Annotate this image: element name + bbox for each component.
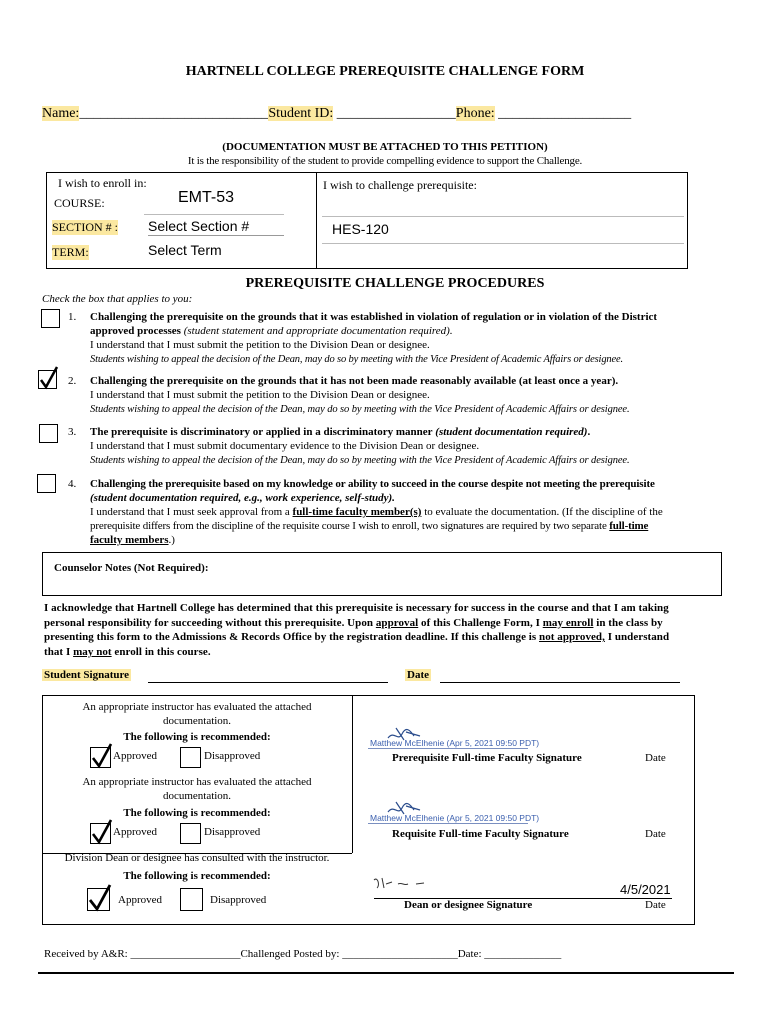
item-3-title xyxy=(90,426,590,438)
course-value[interactable]: EMT-53 xyxy=(178,189,235,206)
name-label: Name: xyxy=(42,106,80,121)
block1-text2: documentation. xyxy=(162,715,232,727)
block3-recommend: The following is recommended: xyxy=(123,870,271,882)
item-3-number: 3. xyxy=(68,426,77,438)
item-4-line3 xyxy=(90,506,663,518)
block2-disapproved-label: Disapproved xyxy=(204,826,261,838)
dean-signature-scribble xyxy=(372,874,432,894)
ack-p2e: in the class by xyxy=(593,616,663,629)
item-3-bold-end: . xyxy=(587,426,591,438)
item-4-bold-italic: (student documentation required, e.g., work experience, self-study). xyxy=(90,492,395,504)
ack-may-not: may not xyxy=(73,645,112,658)
item-4-number: 4. xyxy=(68,478,77,490)
checkmark-icon xyxy=(87,883,115,913)
item-4-title: Challenging the prerequisite based on my knowledge or ability to succeed in the course despite not meeting the prerequisite xyxy=(90,478,655,490)
challenge-line-top xyxy=(322,216,684,217)
ack-line-2 xyxy=(44,616,734,631)
footer-date-field[interactable]: ______________ xyxy=(484,948,562,960)
term-select[interactable]: Select Term xyxy=(148,242,222,258)
block3-disapproved-checkbox[interactable] xyxy=(180,888,203,911)
section-select[interactable]: Select Section # xyxy=(148,218,284,236)
block1-disapproved-label: Disapproved xyxy=(204,750,261,762)
challenge-heading: I wish to challenge prerequisite: xyxy=(323,178,477,192)
item-4-faculty-members: faculty members xyxy=(90,534,169,546)
ack-not-approved: not approved, xyxy=(539,631,605,643)
item-4-checkbox[interactable] xyxy=(37,474,56,493)
item-1-italic2: (student statement and appropriate documentation required). xyxy=(180,325,453,337)
block1-text xyxy=(42,700,352,728)
block2-text xyxy=(42,775,352,803)
footer-rule xyxy=(38,972,734,974)
block2-disapproved-checkbox[interactable] xyxy=(180,823,201,844)
item-2-checkbox[interactable] xyxy=(38,370,57,389)
block2-recommend: The following is recommended: xyxy=(123,807,271,819)
item-2-line3: Students wishing to appeal the decision of the Dean, may do so by meeting with the Vice President of Academic Affairs or designee. xyxy=(90,404,630,415)
student-id-label: Student ID: xyxy=(268,106,334,121)
ack-p3c: I understand xyxy=(604,631,670,643)
course-underline xyxy=(144,214,284,215)
block1-disapproved-checkbox[interactable] xyxy=(180,747,201,768)
footer-date-label: Date: xyxy=(457,948,482,960)
item-4-line3a: I understand that I must seek approval from a xyxy=(90,506,293,518)
term-label: TERM: xyxy=(52,245,89,259)
item-2-bold: Challenging the prerequisite on the grounds that it has not been made reasonably available (at least once a year) xyxy=(90,375,616,387)
challenge-line-bottom xyxy=(322,243,684,244)
form-title: HARTNELL COLLEGE PREREQUISITE CHALLENGE FORM xyxy=(185,64,585,79)
block1-signature-label: Prerequisite Full-time Faculty Signature xyxy=(392,752,582,764)
block1-approved-label: Approved xyxy=(113,750,157,762)
approvals-divider xyxy=(352,695,353,853)
item-4-line5 xyxy=(90,534,175,546)
student-id-field[interactable]: _________________ xyxy=(336,106,456,121)
header-fields xyxy=(42,106,631,122)
block2-approved-checkbox[interactable] xyxy=(90,823,111,844)
block3-disapproved-label: Disapproved xyxy=(210,894,267,906)
block1-text1: An appropriate instructor has evaluated the attached xyxy=(82,701,312,713)
block3-text: Division Dean or designee has consulted with the instructor. xyxy=(64,852,330,864)
course-label: COURSE: xyxy=(54,196,105,210)
item-3-line3: Students wishing to appeal the decision of the Dean, may do so by meeting with the Vice President of Academic Affairs or designee. xyxy=(90,455,630,466)
phone-label: Phone: xyxy=(455,106,495,121)
item-1-line3: I understand that I must submit the petition to the Division Dean or designee. xyxy=(90,339,430,351)
student-signature-label: Student Signature xyxy=(44,669,130,681)
ack-p2a: personal responsibility for succeeding without this prerequisite. Upon xyxy=(44,616,376,629)
ack-line-1: I acknowledge that Hartnell College has determined that this prerequisite is necessary for success in the course and that I am taking xyxy=(44,602,669,614)
posted-field[interactable]: _____________________ xyxy=(342,948,458,960)
ack-may-enroll: may enroll xyxy=(542,616,594,629)
item-4-faculty-link: full-time faculty member(s) xyxy=(292,506,422,518)
counselor-notes-label: Counselor Notes (Not Required): xyxy=(54,562,209,574)
item-4-line3c: to evaluate the documentation. (If the discipline of the xyxy=(421,506,663,518)
block3-approved-checkbox[interactable] xyxy=(87,888,110,911)
ack-line-3 xyxy=(44,630,734,645)
block2-text2: documentation. xyxy=(162,790,232,802)
name-field[interactable]: ___________________________ xyxy=(79,106,269,121)
block1-date-label: Date xyxy=(645,752,666,764)
ack-p4a: that I xyxy=(44,645,74,658)
block1-signature-line[interactable] xyxy=(368,748,528,749)
ack-p4c: enroll in this course. xyxy=(111,645,211,658)
item-1-bold2: approved processes xyxy=(90,325,181,337)
block2-signature-label: Requisite Full-time Faculty Signature xyxy=(392,828,569,840)
item-1-number: 1. xyxy=(68,311,77,323)
ack-approval: approval xyxy=(375,616,419,629)
checkmark-icon xyxy=(38,365,62,391)
acknowledge-paragraph xyxy=(44,601,734,659)
item-3-line2: I understand that I must submit documentary evidence to the Division Dean or designee. xyxy=(90,440,480,452)
challenge-value[interactable]: HES-120 xyxy=(332,221,389,237)
item-3-checkbox[interactable] xyxy=(39,424,58,443)
block1-approved-checkbox[interactable] xyxy=(90,747,111,768)
procedures-instruction: Check the box that applies to you: xyxy=(42,293,193,305)
dean-signature-label: Dean or designee Signature xyxy=(404,899,533,911)
item-4-line4 xyxy=(90,520,648,532)
phone-field[interactable]: ___________________ xyxy=(498,106,632,121)
counselor-notes-box[interactable] xyxy=(42,552,722,596)
block2-approved-label: Approved xyxy=(113,826,157,838)
footer-row xyxy=(44,948,561,960)
item-3-bold-italic: (student documentation required) xyxy=(432,426,588,438)
ack-line-4 xyxy=(44,645,734,660)
block2-signer: Matthew McElhenie (Apr 5, 2021 09:50 PDT) xyxy=(370,813,540,823)
item-4-fulltime: full-time xyxy=(609,520,649,532)
student-signature-line[interactable] xyxy=(148,682,388,683)
enroll-box-divider xyxy=(316,172,317,269)
ack-p2c: of this Challenge Form, I xyxy=(418,616,543,629)
block3-approved-label: Approved xyxy=(118,894,162,906)
item-2-title xyxy=(90,375,618,387)
posted-label: Challenged Posted by: xyxy=(240,948,340,960)
item-1-line2 xyxy=(90,325,453,337)
block1-signer: Matthew McElhenie (Apr 5, 2021 09:50 PDT) xyxy=(370,738,540,748)
ack-p3a: presenting this form to the Admissions & Records Office by the registration deadline. If this challenge is xyxy=(44,631,540,643)
section-label: SECTION # : xyxy=(52,220,118,234)
block2-date-label: Date xyxy=(645,828,666,840)
item-4-line4a: prerequisite differs from the discipline of the requisite course I wish to enroll, two signatures are required by two separate xyxy=(90,520,610,532)
enroll-heading: I wish to enroll in: xyxy=(58,176,147,190)
procedures-heading: PREREQUISITE CHALLENGE PROCEDURES xyxy=(245,276,545,291)
documentation-notice: (DOCUMENTATION MUST BE ATTACHED TO THIS PETITION) xyxy=(222,141,548,153)
block2-text1: An appropriate instructor has evaluated the attached xyxy=(82,776,312,788)
block2-signature-line[interactable] xyxy=(368,823,528,824)
item-4-line5-end: .) xyxy=(168,534,175,546)
dean-date-value: 4/5/2021 xyxy=(620,882,671,897)
item-3-bold: The prerequisite is discriminatory or applied in a discriminatory manner xyxy=(90,426,433,438)
item-1-title: Challenging the prerequisite on the grounds that it was established in violation of regulation or in violation of the District xyxy=(90,311,658,323)
received-label: Received by A&R: xyxy=(44,948,128,960)
item-2-bold-end: . xyxy=(615,375,619,387)
block1-recommend: The following is recommended: xyxy=(123,731,271,743)
dean-date-label: Date xyxy=(645,899,666,911)
student-date-line[interactable] xyxy=(440,682,680,683)
student-date-label: Date xyxy=(407,669,429,681)
item-2-line2: I understand that I must submit the petition to the Division Dean or designee. xyxy=(90,389,430,401)
responsibility-notice: It is the responsibility of the student to provide compelling evidence to support the Challenge. xyxy=(187,155,583,167)
received-field[interactable]: ____________________ xyxy=(130,948,241,960)
item-1-line4: Students wishing to appeal the decision of the Dean, may do so by meeting with the Vice President of Academic Affairs or designee. xyxy=(90,354,624,365)
item-1-checkbox[interactable] xyxy=(41,309,60,328)
item-2-number: 2. xyxy=(68,375,77,387)
